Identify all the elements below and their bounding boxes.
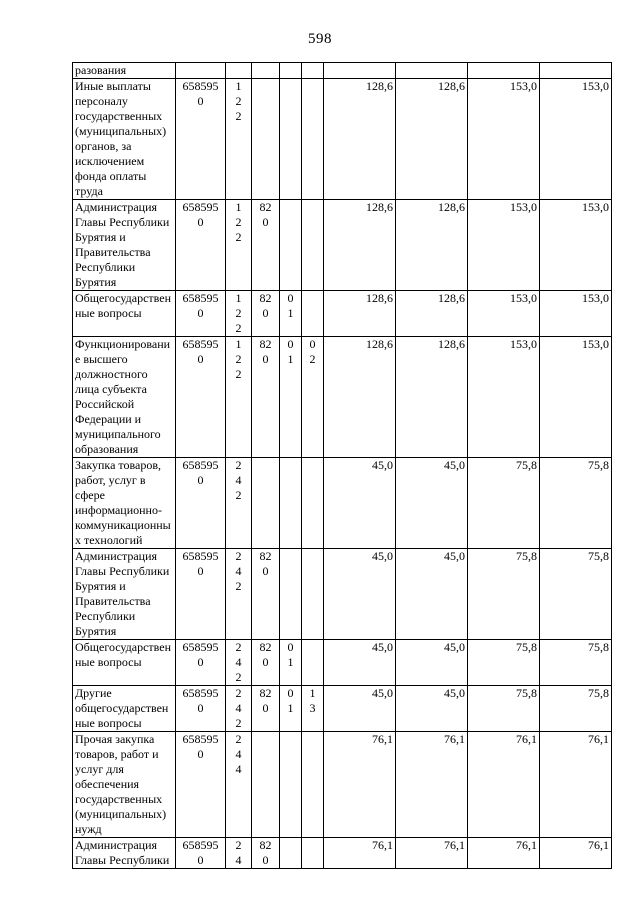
value-3: 75,8 [468,686,540,732]
row-name: Администрация Главы Республики Бурятия и Правительства Республики Бурятия [73,200,176,291]
target-code: 658595 0 [176,337,226,458]
value-3: 75,8 [468,549,540,640]
value-2: 45,0 [396,458,468,549]
budget-table [72,62,612,869]
subsection-code: 1 3 [302,686,324,732]
value-4: 153,0 [540,337,612,458]
ministry-code: 82 0 [252,549,280,640]
expense-type-code: 2 4 [226,838,252,869]
row-name: Прочая закупка товаров, работ и услуг для обеспечения государственных (муниципальных) нужд [73,732,176,838]
table-row [73,291,612,337]
value-3: 75,8 [468,458,540,549]
table-row [73,458,612,549]
ministry-code: 82 0 [252,200,280,291]
subsection-code [302,640,324,686]
table-row [73,838,612,869]
value-1: 76,1 [324,838,396,869]
value-3: 76,1 [468,838,540,869]
section-code [280,838,302,869]
subsection-code: 0 2 [302,337,324,458]
value-2: 45,0 [396,640,468,686]
value-1: 128,6 [324,200,396,291]
value-2: 45,0 [396,549,468,640]
section-code: 0 1 [280,291,302,337]
section-code: 0 1 [280,640,302,686]
expense-type-code: 1 2 2 [226,337,252,458]
ministry-code: 82 0 [252,686,280,732]
value-3: 153,0 [468,79,540,200]
value-4: 76,1 [540,838,612,869]
value-3: 76,1 [468,732,540,838]
row-name: Администрация Главы Республики Бурятия и Правительства Республики Бурятия [73,549,176,640]
row-name: Администрация Главы Республики [73,838,176,869]
value-2: 128,6 [396,291,468,337]
value-3: 153,0 [468,200,540,291]
subsection-code [302,549,324,640]
target-code: 658595 0 [176,458,226,549]
subsection-code [302,200,324,291]
value-2: 76,1 [396,838,468,869]
value-4: 75,8 [540,686,612,732]
target-code: 658595 0 [176,79,226,200]
subsection-code [302,79,324,200]
value-2: 128,6 [396,79,468,200]
value-4: 153,0 [540,79,612,200]
value-4: 153,0 [540,291,612,337]
expense-type-code: 2 4 4 [226,732,252,838]
table-row [73,200,612,291]
table-row [73,640,612,686]
table-row [73,686,612,732]
row-name: Общегосударственные вопросы [73,640,176,686]
value-3: 153,0 [468,337,540,458]
section-code: 0 1 [280,686,302,732]
value-3: 75,8 [468,640,540,686]
value-2: 128,6 [396,200,468,291]
section-code [280,549,302,640]
value-2: 76,1 [396,732,468,838]
page-number: 598 [308,31,332,47]
target-code: 658595 0 [176,732,226,838]
expense-type-code: 1 2 2 [226,200,252,291]
ministry-code [252,732,280,838]
ministry-code: 82 0 [252,291,280,337]
row-name: Иные выплаты персоналу государственных (муниципальных) органов, за исключением фонда оплаты труда [73,79,176,200]
target-code: 658595 0 [176,291,226,337]
subsection-code [302,732,324,838]
table-row [73,732,612,838]
value-4: 75,8 [540,640,612,686]
value-1: 128,6 [324,337,396,458]
ministry-code [252,458,280,549]
value-1: 128,6 [324,291,396,337]
value-1: 45,0 [324,549,396,640]
expense-type-code: 2 4 2 [226,458,252,549]
row-name: Закупка товаров, работ, услуг в сфере информационно-коммуникационных технологий [73,458,176,549]
value-2: 128,6 [396,337,468,458]
row-name: Другие общегосударственные вопросы [73,686,176,732]
value-1: 45,0 [324,686,396,732]
expense-type-code: 2 4 2 [226,549,252,640]
carry-over-row [73,63,612,79]
target-code: 658595 0 [176,549,226,640]
section-code [280,458,302,549]
value-1: 45,0 [324,640,396,686]
value-2: 45,0 [396,686,468,732]
ministry-code [252,79,280,200]
value-1: 128,6 [324,79,396,200]
value-4: 76,1 [540,732,612,838]
expense-type-code: 2 4 2 [226,686,252,732]
subsection-code [302,458,324,549]
subsection-code [302,291,324,337]
table-row [73,337,612,458]
target-code: 658595 0 [176,640,226,686]
section-code [280,79,302,200]
value-1: 76,1 [324,732,396,838]
value-1: 45,0 [324,458,396,549]
expense-type-code: 1 2 2 [226,291,252,337]
target-code: 658595 0 [176,200,226,291]
expense-type-code: 1 2 2 [226,79,252,200]
section-code [280,200,302,291]
section-code: 0 1 [280,337,302,458]
value-4: 153,0 [540,200,612,291]
section-code [280,732,302,838]
expense-type-code: 2 4 2 [226,640,252,686]
ministry-code: 82 0 [252,337,280,458]
value-4: 75,8 [540,458,612,549]
subsection-code [302,838,324,869]
carry-over-text: разования [73,63,176,79]
target-code: 658595 0 [176,838,226,869]
value-3: 153,0 [468,291,540,337]
row-name: Общегосударственные вопросы [73,291,176,337]
target-code: 658595 0 [176,686,226,732]
table-row [73,79,612,200]
ministry-code: 82 0 [252,640,280,686]
value-4: 75,8 [540,549,612,640]
ministry-code: 82 0 [252,838,280,869]
row-name: Функционирование высшего должностного лица субъекта Российской Федерации и муниципального образования [73,337,176,458]
table-row [73,549,612,640]
